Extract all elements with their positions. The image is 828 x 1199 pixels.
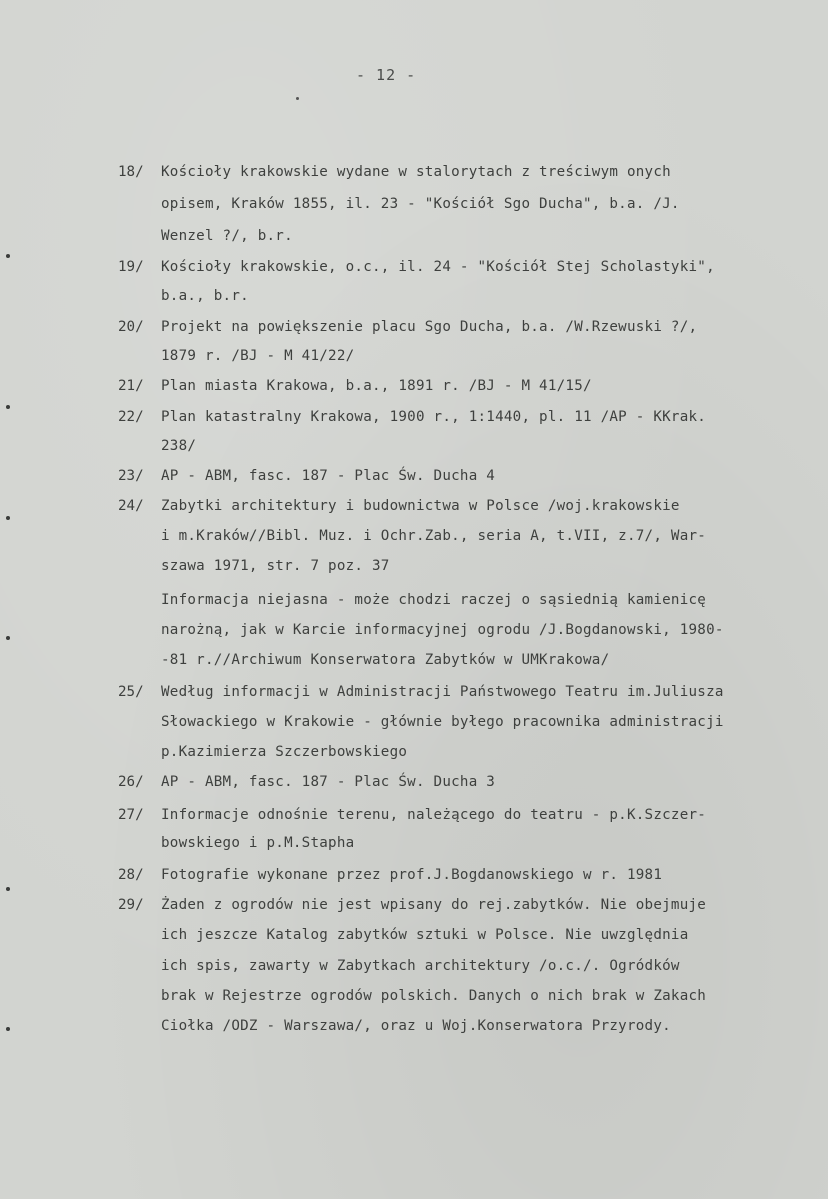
footnote-number: 23/ xyxy=(118,468,144,484)
ink-dot xyxy=(296,97,299,100)
footnote-line: Kościoły krakowskie wydane w stalorytach z treściwym onych xyxy=(161,164,671,180)
footnote-line: Informacje odnośnie terenu, należącego do teatru - p.K.Szczer- xyxy=(161,807,707,823)
footnote-line: b.a., b.r. xyxy=(161,288,249,304)
footnote-number: 29/ xyxy=(118,897,144,913)
footnote-number: 27/ xyxy=(118,807,144,823)
footnote-line: narożną, jak w Karcie informacyjnej ogrodu /J.Bogdanowski, 1980- xyxy=(161,622,724,638)
margin-dot xyxy=(6,254,10,258)
footnote-number: 25/ xyxy=(118,684,144,700)
footnote-line: p.Kazimierza Szczerbowskiego xyxy=(161,744,408,760)
footnote-number: 18/ xyxy=(118,164,144,180)
footnote-number: 24/ xyxy=(118,498,144,514)
footnote-line: Według informacji w Administracji Państwowego Teatru im.Juliusza xyxy=(161,684,724,700)
footnote-line: brak w Rejestrze ogrodów polskich. Danych o nich brak w Zakach xyxy=(161,988,707,1004)
footnote-number: 28/ xyxy=(118,867,144,883)
footnote-line: Kościoły krakowskie, o.c., il. 24 - "Kościół Stej Scholastyki", xyxy=(161,259,715,275)
footnote-line: 238/ xyxy=(161,438,197,454)
footnote-line: ich jeszcze Katalog zabytków sztuki w Polsce. Nie uwzględnia xyxy=(161,927,689,943)
margin-dot xyxy=(6,405,10,409)
footnote-line: ich spis, zawarty w Zabytkach architektury /o.c./. Ogródków xyxy=(161,958,680,974)
footnote-line: AP - ABM, fasc. 187 - Plac Św. Ducha 3 xyxy=(161,774,496,790)
footnote-line: szawa 1971, str. 7 poz. 37 xyxy=(161,558,390,574)
footnote-number: 26/ xyxy=(118,774,144,790)
footnote-line: -81 r.//Archiwum Konserwatora Zabytków w UMKrakowa/ xyxy=(161,652,610,668)
footnote-line: Słowackiego w Krakowie - głównie byłego pracownika administracji xyxy=(161,714,724,730)
footnote-line: Zabytki architektury i budownictwa w Polsce /woj.krakowskie xyxy=(161,498,680,514)
margin-dot xyxy=(6,887,10,891)
footnote-number: 20/ xyxy=(118,319,144,335)
margin-dot xyxy=(6,1027,10,1031)
footnote-line: Ciołka /ODZ - Warszawa/, oraz u Woj.Konserwatora Przyrody. xyxy=(161,1018,671,1034)
footnote-line: 1879 r. /BJ - M 41/22/ xyxy=(161,348,355,364)
footnote-line: Projekt na powiększenie placu Sgo Ducha, b.a. /W.Rzewuski ?/, xyxy=(161,319,698,335)
footnote-line: Informacja niejasna - może chodzi raczej o sąsiednią kamienicę xyxy=(161,592,707,608)
page-number: - 12 - xyxy=(356,66,417,84)
footnote-number: 19/ xyxy=(118,259,144,275)
footnote-number: 21/ xyxy=(118,378,144,394)
footnote-line: Fotografie wykonane przez prof.J.Bogdanowskiego w r. 1981 xyxy=(161,867,663,883)
footnote-line: i m.Kraków//Bibl. Muz. i Ochr.Zab., seria A, t.VII, z.7/, War- xyxy=(161,528,707,544)
footnote-line: AP - ABM, fasc. 187 - Plac Św. Ducha 4 xyxy=(161,468,496,484)
footnote-line: Plan katastralny Krakowa, 1900 r., 1:1440, pl. 11 /AP - KKrak. xyxy=(161,409,707,425)
footnote-line: opisem, Kraków 1855, il. 23 - "Kościół Sgo Ducha", b.a. /J. xyxy=(161,196,680,212)
footnote-line: Żaden z ogrodów nie jest wpisany do rej.zabytków. Nie obejmuje xyxy=(161,897,707,913)
footnote-line: Wenzel ?/, b.r. xyxy=(161,228,293,244)
footnote-line: bowskiego i p.M.Stapha xyxy=(161,835,355,851)
margin-dot xyxy=(6,636,10,640)
footnote-number: 22/ xyxy=(118,409,144,425)
margin-dot xyxy=(6,516,10,520)
footnote-line: Plan miasta Krakowa, b.a., 1891 r. /BJ - M 41/15/ xyxy=(161,378,592,394)
